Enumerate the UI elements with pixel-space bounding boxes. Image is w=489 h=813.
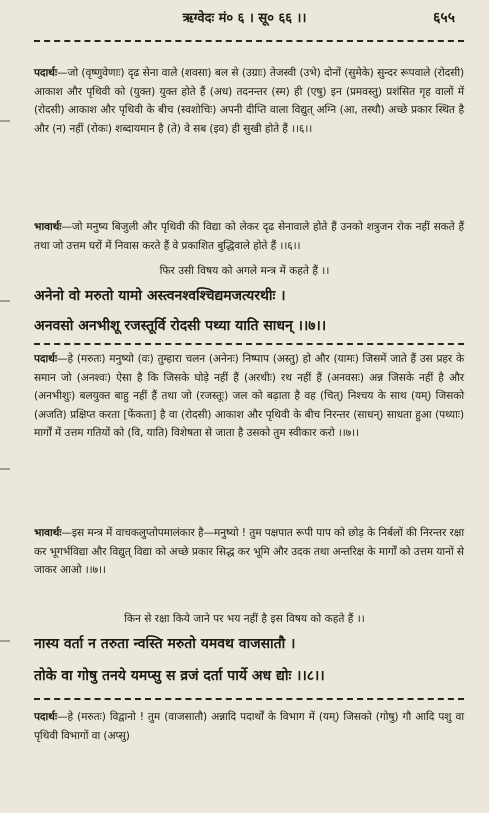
running-title: ऋग्वेदः मं० ६ । सू० ६६ ।। — [182, 11, 307, 26]
header-rule — [34, 40, 464, 42]
padartha-paragraph-6 — [34, 64, 464, 138]
mantra-8-line-2: तोके वा गोषु तनये यमप्सु स व्रजं दर्ता पार्ये अध द्योः ।।८।। — [34, 668, 325, 684]
page-header — [0, 4, 489, 34]
bhavartha-paragraph-6 — [34, 218, 464, 255]
margin-mark — [0, 120, 10, 122]
mantra-intro-7: फिर उसी विषय को अगले मन्त्र में कहते हैं ।। — [159, 265, 330, 277]
padartha-label: पदार्थः — [34, 711, 57, 723]
margin-mark — [0, 468, 10, 470]
padartha-text: —हे (मरुतः) मनुष्यो (वः) तुम्हारा चलन (अनेनः) निष्पाप (अस्तु) हो और (यामः) जिसमें जाते हैं उस प्रहर के समान जो (अनश्वः) ऐसा है कि जिसके घोड़े नहीं हैं (अरथीः) रथ नहीं हैं (अनवसः) अन्न जिसके नहीं है और (अनभीशुः) बलयुक्त बाहु नहीं हैं तथा जो (रजस्तूः) जल को बढ़ाता है वह (चित्) निश्चय के साथ (यम्) जिसको (अजति) प्रक्षिप्त करता [फेंकता] है वा (रोदसी) आकाश और पृथिवी के बीच निरन्तर (साधन्) साधता हुआ (पथ्याः) मार्गों में उत्तम गतियों को (वि, याति) विशेषता से जाता है उसको तुम स्वीकार करो ।।७।। — [34, 353, 464, 440]
mantra-intro-8: किन से रक्षा किये जाने पर भय नहीं है इस विषय को कहते हैं ।। — [124, 613, 365, 625]
bhavartha-label: भावार्थः — [34, 527, 62, 539]
margin-mark — [0, 640, 10, 642]
bhavartha-text: —जो मनुष्य बिजुली और पृथिवी की विद्या को लेकर दृढ सेनावाले होते हैं उनको शत्रुजन रोक नहीं सकते हैं तथा जो उत्तम घरों में निवास करते हैं वे प्रकाशित बुद्धिवाले होते हैं ।।६।। — [34, 221, 464, 252]
bhavartha-paragraph-7 — [34, 524, 464, 580]
mantra-rule — [34, 698, 464, 700]
padartha-text: —जो (वृष्णुवेणाः) दृढ सेना वाले (शवसा) बल से (उग्राः) तेजस्वी (उभे) दोनों (सुमेके) सुन्दर रूपवाले (रोदसी) आकाश और पृथिवी को (युक्त) युक्त होते हैं (अध) तदनन्तर (स्म) ही (एषु) इन (प्रमवस्तु) प्रशंसित गृह वालों में (रोदसी) आकाश और पृथिवी के बीच (स्वशोचिः) अपनी दीप्ति वाला विद्युत् अग्नि (आ, तस्थौ) अच्छे प्रकार स्थित है और (न) नहीं (रोकः) शब्दायमान है (ते) वे सब (इव) ही सुखी होते हैं ।।६।। — [34, 67, 464, 135]
mantra-rule — [34, 343, 464, 345]
margin-mark — [0, 300, 10, 302]
padartha-paragraph-8 — [34, 708, 464, 745]
mantra-8-line-1: नास्य वर्ता न तरुता न्वस्ति मरुतो यमवथ वाजसातौ । — [34, 636, 296, 652]
padartha-paragraph-7 — [34, 350, 464, 443]
padartha-text: —हे (मरुतः) विद्वानो ! तुम (वाजसातौ) अन्नादि पदार्थों के विभाग में (यम्) जिसको (गोषु) गौ आदि पशु वा पृथिवी विभागों वा (अप्सु) — [34, 711, 464, 742]
padartha-label: पदार्थः — [34, 67, 57, 79]
padartha-label: पदार्थः — [34, 353, 57, 365]
page-number: ६५५ — [433, 10, 455, 26]
bhavartha-text: —इस मन्त्र में वाचकलुप्तोपमालंकार है—मनुष्यो ! तुम पक्षपात रूपी पाप को छोड़ के निर्बलों की निरन्तर रक्षा कर भूगर्भविद्या और विद्युत् विद्या को अच्छे प्रकार सिद्ध कर भूमि और उदक तथा अन्तरिक्ष के मार्गों को उत्तम यानों से जाकर आओ ।।७।। — [34, 527, 464, 577]
mantra-7-line-2: अनवसो अनभीशू रजस्तूर्वि रोदसी पथ्या याति साधन् ।।७।। — [34, 318, 327, 334]
bhavartha-label: भावार्थः — [34, 221, 62, 233]
mantra-7-line-1: अनेनो वो मरुतो यामो अस्त्वनश्वश्चिद्यमजत्यरथीः । — [34, 288, 286, 304]
